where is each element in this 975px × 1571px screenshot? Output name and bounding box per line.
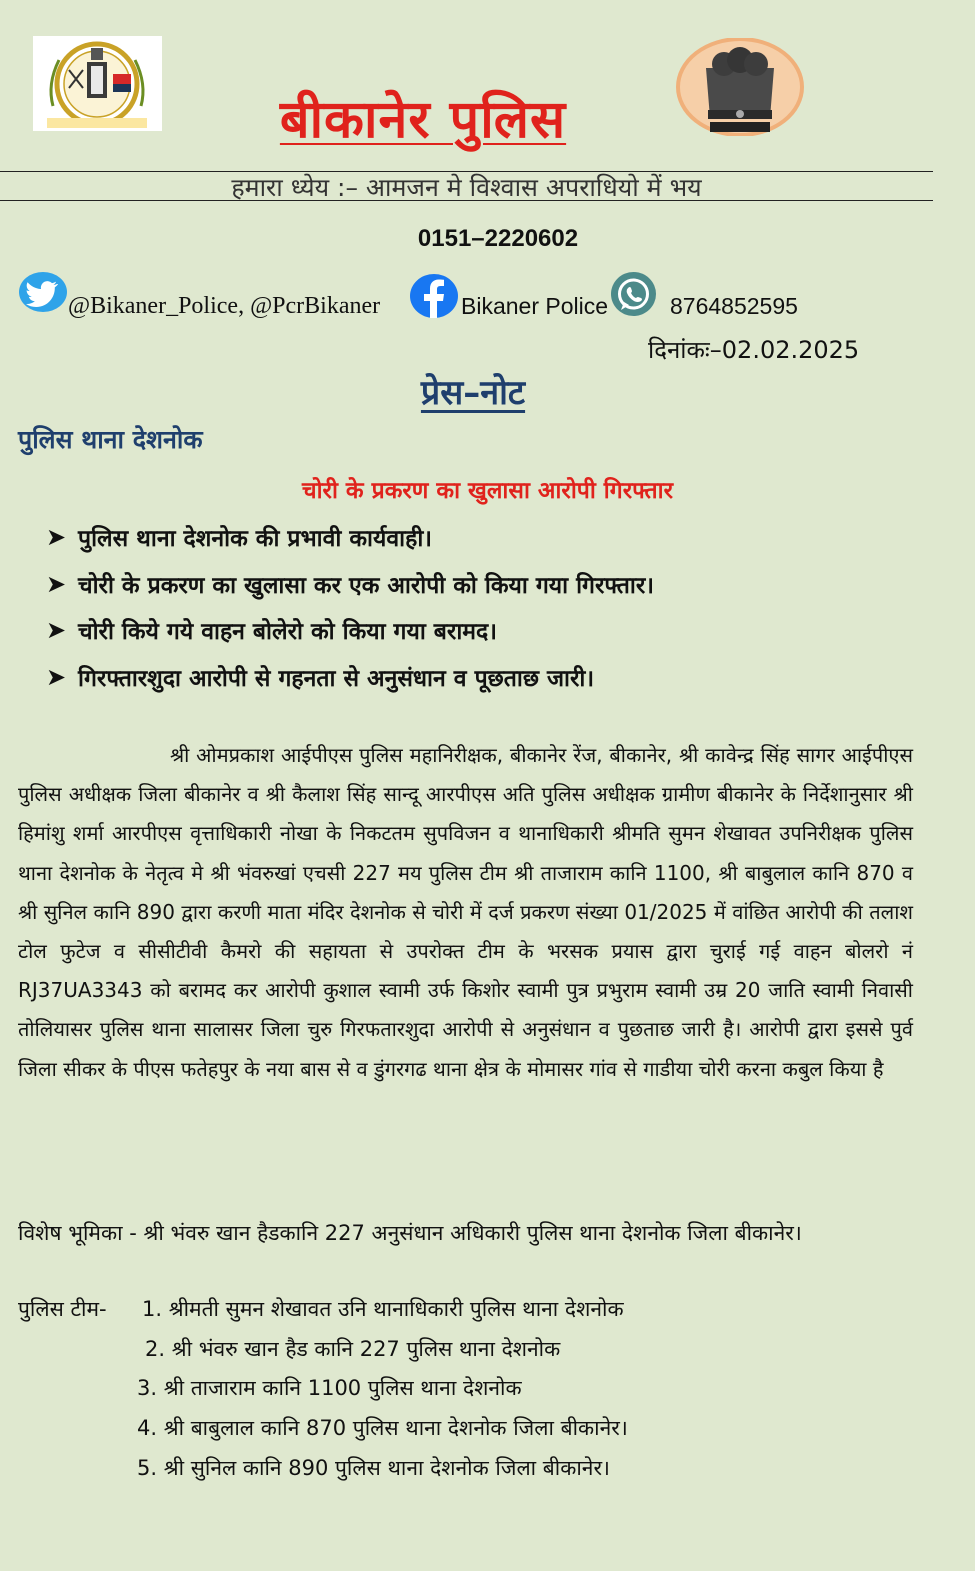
team-member: 3. श्री ताजाराम कानि 1100 पुलिस थाना देशनोक	[137, 1376, 522, 1400]
body-paragraph: श्री ओमप्रकाश आईपीएस पुलिस महानिरीक्षक, बीकानेर रेंज, बीकानेर, श्री कावेन्द्र सिंह सागर आईपीएस पुलिस अधीक्षक जिला बीकानेर व श्री कैलाश सिंह सान्दू आरपीएस अति पुलिस अधीक्षक ग्रामीण बीकानेर के निर्देशानुसार श्री हिमांशु शर्मा आरपीएस वृत्ताधिकारी नोखा के निकटतम सुपविजन व थानाधिकारी श्रीमति सुमन शेखावत उपनिरीक्षक पुलिस थाना देशनोक के नेतृत्व मे श्री भंवरुखां एचसी 227 मय पुलिस टीम श्री ताजाराम कानि 1100, श्री बाबुलाल कानि 870 व श्री सुनिल कानि 890 द्वारा करणी माता मंदिर देशनोक से चोरी में दर्ज प्रकरण संख्या 01/2025 में वांछित आरोपी की तलाश टोल फुटेज व सीसीटीवी कैमरो की सहायता से उपरोक्त टीम के भरसक प्रयास द्वारा चुराई गई वाहन बोलरो नं RJ37UA3343 को बरामद कर आरोपी कुशाल स्वामी उर्फ किशोर स्वामी पुत्र प्रभुराम स्वामी उम्र 20 जाति स्वामी निवासी तोलियासर पुलिस थाना सालासर जिला चुरु गिरफतारशुदा आरोपी से अनुसंधान व पुछताछ जारी है। आरोपी द्वारा इससे पुर्व जिला सीकर के पीएस फतेहपुर के नया बास से व डुंगरगढ थाना क्षेत्र के मोमासर गांव से गाडीया चोरी करना कबुल किया है	[18, 743, 913, 1081]
team-member: 4. श्री बाबुलाल कानि 870 पुलिस थाना देशनोक जिला बीकानेर।	[137, 1416, 628, 1440]
motto: हमारा ध्येय :– आमजन मे विश्वास अपराधियो में भय	[231, 173, 702, 202]
press-date: दिनांकः–02.02.2025	[648, 336, 860, 364]
arrowhead-icon: ➤	[46, 616, 67, 645]
bullet-text: गिरफ्तारशुदा आरोपी से गहनता से अनुसंधान व पूछताछ जारी।	[78, 665, 595, 692]
arrowhead-icon: ➤	[46, 569, 67, 598]
team-member: 5. श्री सुनिल कानि 890 पुलिस थाना देशनोक जिला बीकानेर।	[137, 1456, 610, 1480]
whatsapp-icon	[611, 272, 656, 316]
office-phone: 0151–2220602	[417, 225, 579, 252]
bullet-text: चोरी के प्रकरण का खुलासा कर एक आरोपी को किया गया गिरफ्तार।	[78, 572, 654, 599]
twitter-icon	[19, 272, 67, 312]
headline: चोरी के प्रकरण का खुलासा आरोपी गिरफ्तार	[302, 478, 673, 504]
facebook-icon	[410, 274, 458, 318]
arrowhead-icon: ➤	[46, 662, 67, 691]
divider-bottom	[0, 200, 933, 201]
bullet-text: चोरी किये गये वाहन बोलेरो को किया गया बरामद।	[78, 619, 497, 646]
list-item	[46, 654, 654, 701]
station-heading: पुलिस थाना देशनोक	[18, 425, 203, 454]
bullet-text: पुलिस थाना देशनोक की प्रभावी कार्यवाही।	[78, 526, 432, 553]
list-item	[46, 514, 654, 561]
page-title: बीकानेर पुलिस	[279, 90, 567, 150]
arrowhead-icon: ➤	[46, 523, 67, 552]
press-note-title: प्रेस–नोट	[420, 373, 526, 413]
list-item	[46, 561, 654, 608]
whatsapp-number: 8764852595	[670, 293, 798, 319]
list-item	[46, 607, 654, 654]
team-member: 1. श्रीमती सुमन शेखावत उनि थानाधिकारी पुलिस थाना देशनोक	[142, 1297, 624, 1321]
team-label: पुलिस टीम-	[18, 1297, 107, 1321]
team-member: 2. श्री भंवरु खान हैड कानि 227 पुलिस थाना देशनोक	[145, 1337, 561, 1361]
twitter-handles: @Bikaner_Police, @PcrBikaner	[68, 293, 381, 319]
highlights-list	[46, 514, 654, 700]
special-role: विशेष भूमिका - श्री भंवरु खान हैडकानि 227 अनुसंधान अधिकारी पुलिस थाना देशनोक जिला बीकानेर।	[18, 1221, 802, 1245]
facebook-page-name: Bikaner Police	[461, 293, 609, 319]
